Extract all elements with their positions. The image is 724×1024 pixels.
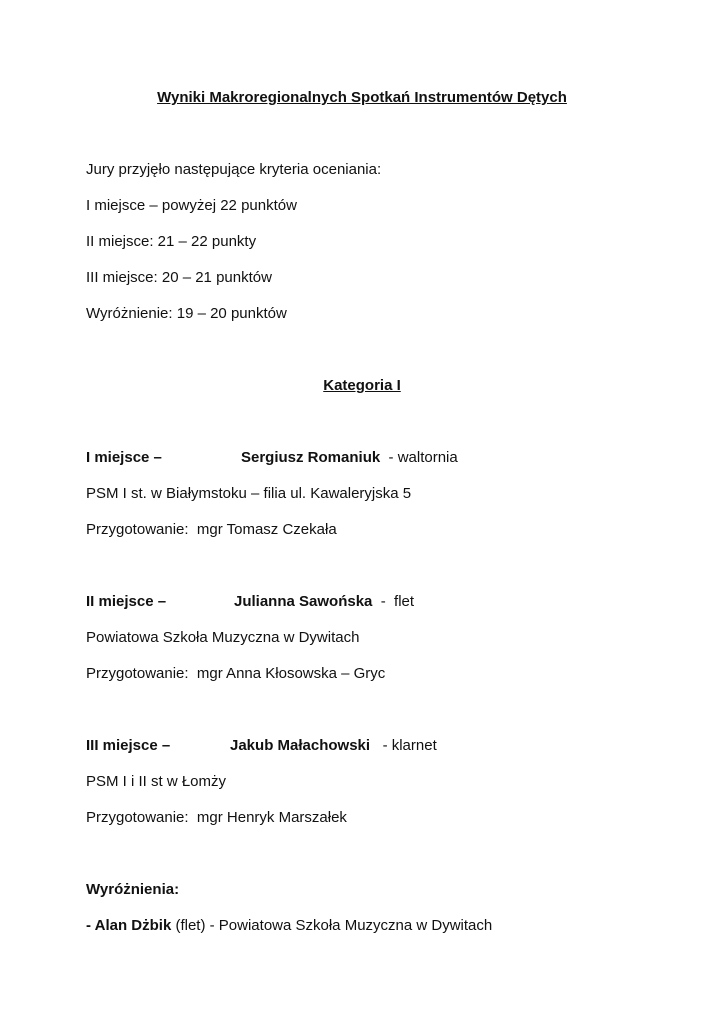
second-place-school: Powiatowa Szkoła Muzyczna w Dywitach bbox=[86, 629, 360, 646]
third-place-teacher: Przygotowanie: mgr Henryk Marszałek bbox=[86, 809, 347, 826]
criteria-first-place: I miejsce – powyżej 22 punktów bbox=[86, 197, 297, 214]
winner-instrument: - flet bbox=[372, 593, 415, 610]
criteria-intro: Jury przyjęło następujące kryteria oceniania: bbox=[86, 161, 382, 178]
winner-name: Jakub Małachowski bbox=[230, 737, 371, 754]
document-title: Wyniki Makroregionalnych Spotkań Instrumentów Dętych bbox=[157, 89, 567, 106]
distinction-item bbox=[86, 916, 492, 936]
second-place-line bbox=[86, 592, 414, 612]
second-place-teacher: Przygotowanie: mgr Anna Kłosowska – Gryc bbox=[86, 665, 386, 682]
criteria-third-place: III miejsce: 20 – 21 punktów bbox=[86, 269, 272, 286]
distinction-name: - Alan Dżbik bbox=[86, 917, 172, 934]
winner-instrument: - klarnet bbox=[370, 737, 437, 754]
criteria-distinction: Wyróżnienie: 19 – 20 punktów bbox=[86, 305, 287, 322]
criteria-second-place: II miejsce: 21 – 22 punkty bbox=[86, 233, 257, 250]
distinctions-heading: Wyróżnienia: bbox=[86, 881, 180, 898]
winner-name: Sergiusz Romaniuk bbox=[241, 449, 381, 466]
third-place-school: PSM I i II st w Łomży bbox=[86, 773, 227, 790]
first-place-teacher: Przygotowanie: mgr Tomasz Czekała bbox=[86, 521, 337, 538]
place-label: II miejsce – bbox=[86, 593, 167, 610]
category-title: Kategoria I bbox=[323, 377, 401, 394]
place-label: I miejsce – bbox=[86, 449, 162, 466]
first-place-school: PSM I st. w Białymstoku – filia ul. Kawaleryjska 5 bbox=[86, 485, 412, 502]
winner-name: Julianna Sawońska bbox=[234, 593, 373, 610]
place-label: III miejsce – bbox=[86, 737, 171, 754]
distinction-instrument: (flet) bbox=[171, 917, 206, 934]
third-place-line bbox=[86, 736, 437, 756]
distinction-school: - Powiatowa Szkoła Muzyczna w Dywitach bbox=[205, 917, 493, 934]
first-place-line bbox=[86, 448, 458, 468]
winner-instrument: - waltornia bbox=[380, 449, 458, 466]
